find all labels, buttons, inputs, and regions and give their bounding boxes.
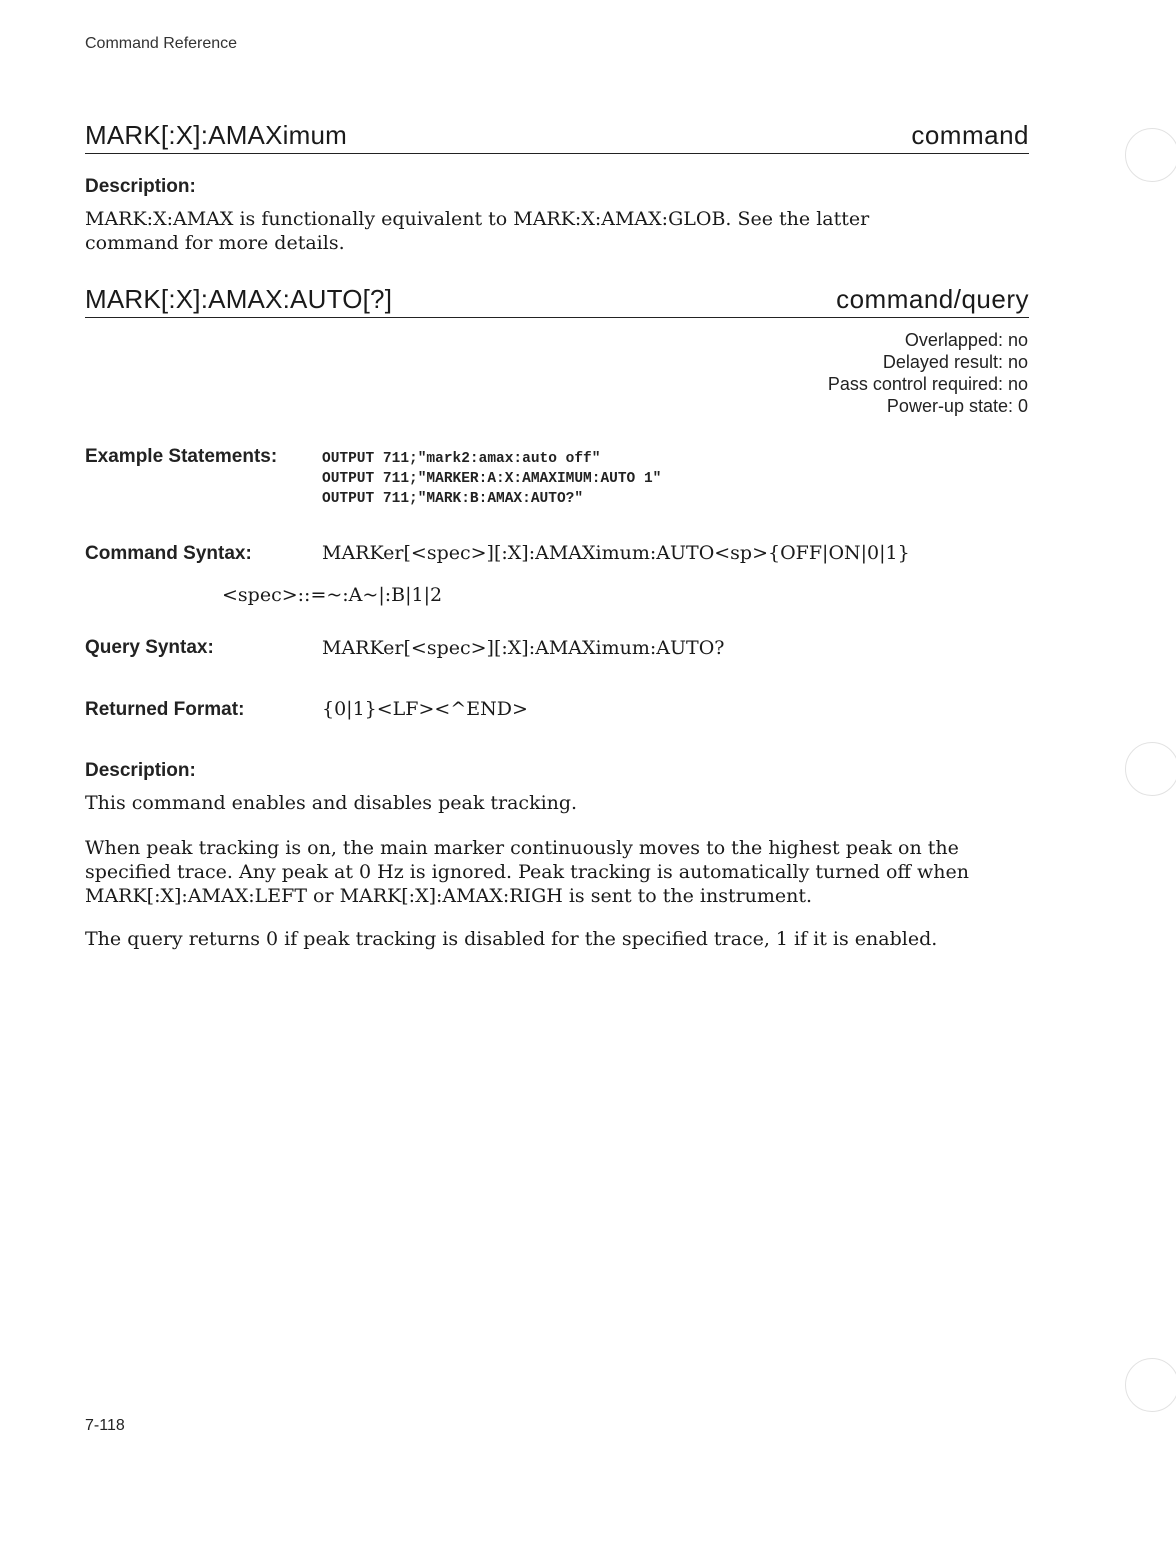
delayed-result-property: Delayed result: no — [882, 352, 1028, 372]
description-label: Description: — [85, 176, 196, 197]
page-number: 7-118 — [85, 1417, 125, 1434]
power-up-state-property: Power-up state: 0 — [886, 396, 1028, 416]
command-header-amax-auto — [85, 284, 1029, 318]
command-properties — [828, 329, 1028, 417]
overlapped-property: Overlapped: no — [904, 330, 1028, 350]
command-kind: command/query — [836, 284, 1029, 314]
description-paragraph: The query returns 0 if peak tracking is disabled for the specified trace, 1 if it is enabled. — [85, 928, 938, 950]
example-statements-label: Example Statements: — [85, 446, 278, 467]
returned-format-label: Returned Format: — [85, 699, 245, 720]
query-syntax: MARKer[<spec>][:X]:AMAXimum:AUTO? — [322, 637, 725, 659]
punch-hole — [1125, 742, 1176, 796]
example-statement: OUTPUT 711;"MARKER:A:X:AMAXIMUM:AUTO 1" — [322, 471, 662, 487]
description-paragraph: This command enables and disables peak tracking. — [85, 792, 578, 814]
pass-control-property: Pass control required: no — [827, 374, 1028, 394]
description-paragraph: When peak tracking is on, the main marker continuously moves to the highest peak on the specified trace. Any peak at 0 Hz is ignored. Peak tracking is automatically turned off when MARK[:X]:AMAX:LEFT or MARK[:X]:AMAX:RIGH is sent to the instrument. — [85, 837, 969, 907]
command-syntax: MARKer[<spec>][:X]:AMAXimum:AUTO<sp>{OFF|ON|0|1} — [322, 542, 910, 564]
command-kind: command — [911, 120, 1029, 150]
query-syntax-label: Query Syntax: — [85, 637, 214, 658]
returned-format: {0|1}<LF><^END> — [322, 698, 528, 720]
example-statement: OUTPUT 711;"mark2:amax:auto off" — [322, 451, 601, 467]
command-name: MARK[:X]:AMAXimum — [85, 120, 347, 150]
spec-definition: <spec>::=~:A~|:B|1|2 — [222, 584, 443, 606]
description-text: MARK:X:AMAX is functionally equivalent to MARK:X:AMAX:GLOB. See the latter command for more details. — [85, 208, 870, 254]
example-statement: OUTPUT 711;"MARK:B:AMAX:AUTO?" — [322, 491, 584, 507]
running-head: Command Reference — [85, 35, 238, 52]
command-syntax-label: Command Syntax: — [85, 543, 252, 564]
description-label: Description: — [85, 760, 196, 781]
punch-hole — [1125, 128, 1176, 182]
command-name: MARK[:X]:AMAX:AUTO[?] — [85, 284, 393, 314]
command-header-amaximum — [85, 120, 1029, 154]
punch-hole — [1125, 1358, 1176, 1412]
